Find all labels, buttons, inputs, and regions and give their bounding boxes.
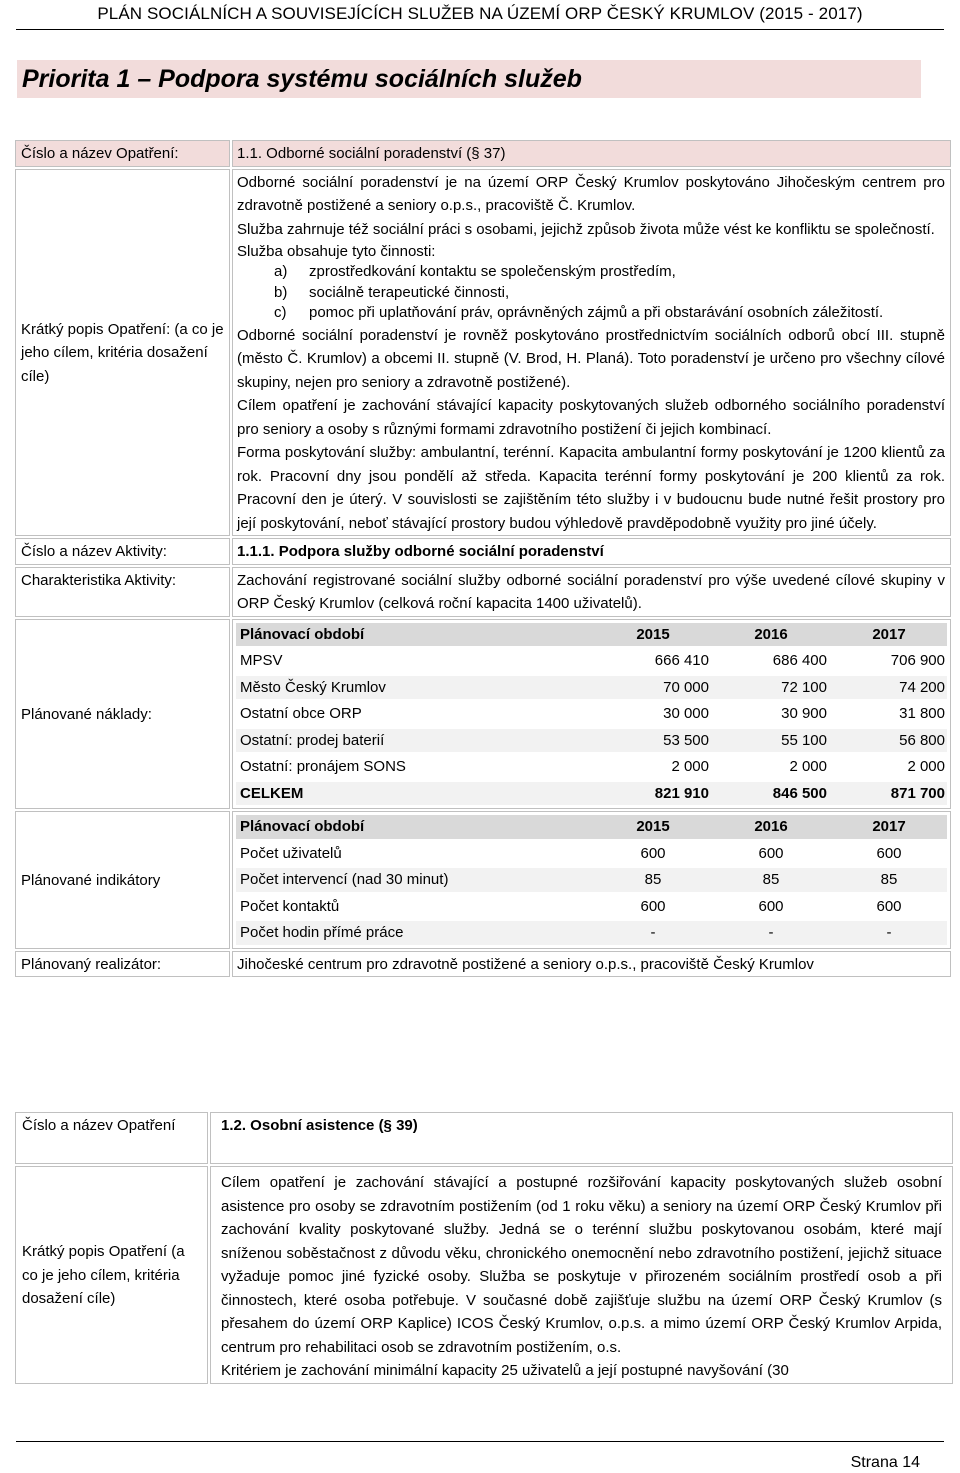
planned-realizer-row xyxy=(15,951,951,978)
table-cell: 821 910 xyxy=(593,782,711,806)
table-cell: Ostatní: prodej baterií xyxy=(236,729,593,753)
table-cell: 2 000 xyxy=(907,758,945,775)
costs-header-cell: Plánovací období xyxy=(236,623,593,647)
table-cell: 30 900 xyxy=(781,705,827,722)
measure-table-1 xyxy=(13,138,953,979)
table-cell: 55 100 xyxy=(711,729,829,753)
table-cell: 53 500 xyxy=(593,729,711,753)
table-row xyxy=(236,729,947,753)
desc-paragraph: Služba obsahuje tyto činnosti: xyxy=(237,243,436,260)
table-cell: Počet intervencí (nad 30 minut) xyxy=(236,868,593,892)
table-cell: 600 xyxy=(758,844,784,862)
indicators-header-cell: Plánovací období xyxy=(236,815,593,839)
label-activity-characteristic: Charakteristika Aktivity: xyxy=(15,567,230,617)
table-cell: Město Český Krumlov xyxy=(236,676,593,700)
table-cell: 31 800 xyxy=(899,705,945,722)
desc-paragraph: Kritériem je zachování minimální kapacity 25 uživatelů a její postupné navyšování (30 xyxy=(221,1362,789,1379)
table-row xyxy=(236,921,947,945)
list-item xyxy=(274,262,945,283)
costs-header-cell: 2015 xyxy=(593,623,711,647)
table-cell: 686 400 xyxy=(772,652,827,669)
table-cell: 30 000 xyxy=(663,705,709,722)
table-cell: Počet kontaktů xyxy=(240,897,340,915)
table-row xyxy=(236,676,947,700)
desc-paragraph: Odborné sociální poradenství je na území ORP Český Krumlov poskytováno Jihočeským centrem pro zdravotně postižené a seniory o.p.s., pracoviště Č. Krumlov. xyxy=(237,173,945,214)
table-cell: - xyxy=(829,921,947,945)
footer-rule xyxy=(16,1441,944,1442)
activity-characteristic-row xyxy=(15,567,951,617)
indicators-header-cell: 2017 xyxy=(829,815,947,839)
measure-number-row xyxy=(15,1112,953,1164)
measure-description-row xyxy=(15,169,951,537)
table-cell: Počet uživatelů xyxy=(240,844,342,862)
list-text: sociálně terapeutické činnosti, xyxy=(309,283,510,301)
table-row xyxy=(236,649,947,673)
activities-list xyxy=(274,262,945,324)
measure-description xyxy=(232,169,951,537)
table-cell: 600 xyxy=(758,897,784,915)
table-cell: 85 xyxy=(593,868,711,892)
label-planned-costs: Plánované náklady: xyxy=(15,619,230,810)
measure-number-row xyxy=(15,140,951,167)
label-measure-description xyxy=(15,169,230,537)
table-cell: 666 410 xyxy=(654,652,709,669)
table-cell: 706 900 xyxy=(890,652,945,669)
label-activity-number: Číslo a název Aktivity: xyxy=(15,538,230,565)
table-cell: 74 200 xyxy=(829,676,947,700)
table-cell: Ostatní: pronájem SONS xyxy=(240,758,406,775)
table-cell: 871 700 xyxy=(829,782,947,806)
table-cell: - xyxy=(711,921,829,945)
label-measure-description: Krátký popis Opatření (a co je jeho cílem, kritéria dosažení cíle) xyxy=(15,1166,208,1384)
indicators-header-cell: 2015 xyxy=(593,815,711,839)
costs-header-cell: 2016 xyxy=(711,623,829,647)
costs-header-cell: 2017 xyxy=(829,623,947,647)
table-cell: 2 000 xyxy=(789,758,827,775)
list-item xyxy=(274,303,945,324)
planned-costs xyxy=(232,619,951,810)
label-planned-indicators: Plánované indikátory xyxy=(15,811,230,949)
table-cell: 85 xyxy=(711,868,829,892)
list-marker: b) xyxy=(274,283,288,301)
label-planned-realizer: Plánovaný realizátor: xyxy=(15,951,230,978)
table-row xyxy=(236,755,947,779)
desc-paragraph: Cílem opatření je zachování stávající kapacity poskytovaných služeb odborného sociálního poradenství pro seniory a osoby s různými formami zdravotního postižení či jejich kombinací. xyxy=(237,397,945,438)
list-text: pomoc při uplatňování práv, oprávněných zájmů a při obstarávání osobních záležitostí. xyxy=(309,304,884,321)
table-cell: MPSV xyxy=(240,652,283,669)
table-cell: 846 500 xyxy=(711,782,829,806)
table-row xyxy=(236,895,947,919)
table-cell: 600 xyxy=(640,897,666,915)
table-cell: 72 100 xyxy=(711,676,829,700)
label-measure-description-text: Krátký popis Opatření: (a co je jeho cílem, kritéria dosažení cíle) xyxy=(21,320,224,385)
measure-description-row xyxy=(15,1166,953,1384)
list-item xyxy=(274,283,945,304)
table-cell: 56 800 xyxy=(829,729,947,753)
costs-header-row xyxy=(236,623,947,647)
list-marker: a) xyxy=(274,263,288,280)
table-cell: CELKEM xyxy=(236,782,593,806)
activity-title: 1.1.1. Podpora služby odborné sociální poradenství xyxy=(232,538,951,565)
document-header: PLÁN SOCIÁLNÍCH A SOUVISEJÍCÍCH SLUŽEB NA ÚZEMÍ ORP ČESKÝ KRUMLOV (2015 - 2017) xyxy=(97,4,863,23)
planned-costs-row xyxy=(15,619,951,810)
desc-paragraph: Forma poskytování služby: ambulantní, terénní. Kapacita ambulantní formy poskytování je 1200 klientů za rok. Pracovní dny jsou pondělí až středa. Kapacita terénní formy poskytování je 200 klientů za rok. Pracovní den je úterý. V souvislosti se zajištěním této služby i v budoucnu bude nutné řešit prostory pro její poskytování, neboť stávající prostory budou výhledově pravděpodobně využity pro jiné účely. xyxy=(237,444,945,532)
table-cell: 600 xyxy=(876,897,902,915)
measure-description xyxy=(210,1166,953,1384)
table-row xyxy=(236,868,947,892)
costs-table xyxy=(236,620,947,809)
measure-number-title: 1.1. Odborné sociální poradenství (§ 37) xyxy=(232,140,951,167)
page-number: Strana 14 xyxy=(850,1454,920,1471)
table-cell: 600 xyxy=(640,844,666,862)
measure-number-title: 1.2. Osobní asistence (§ 39) xyxy=(210,1112,953,1164)
label-measure-number: Číslo a název Opatření xyxy=(15,1112,208,1164)
header-rule xyxy=(16,29,944,30)
costs-total-row xyxy=(236,782,947,806)
desc-paragraph: Odborné sociální poradenství je rovněž poskytováno prostřednictvím sociálních odborů obcí III. stupně (město Č. Krumlov) a obcemi II. stupně (V. Brod, H. Planá). Toto poradenství je určeno pro všechny cílové skupiny, nejen pro seniory a zdravotně postižené). xyxy=(237,326,945,391)
table-cell: Počet hodin přímé práce xyxy=(236,921,593,945)
table-cell: 2 000 xyxy=(671,758,709,775)
activity-number-row xyxy=(15,538,951,565)
table-cell: Ostatní obce ORP xyxy=(240,705,362,722)
table-cell: 70 000 xyxy=(593,676,711,700)
indicators-table xyxy=(236,812,947,948)
desc-paragraph: Služba zahrnuje též sociální práci s osobami, jejichž způsob života může vést ke konfliktu se společností. xyxy=(237,220,935,238)
indicators-header-row xyxy=(236,815,947,839)
activity-characteristic: Zachování registrované sociální služby odborné sociální poradenství pro výše uvedené cílové skupiny v ORP Český Krumlov (celková roční kapacita 1400 uživatelů). xyxy=(232,567,951,617)
table-row xyxy=(236,842,947,866)
table-row xyxy=(236,702,947,726)
table-cell: 600 xyxy=(876,844,902,862)
label-measure-number: Číslo a název Opatření: xyxy=(15,140,230,167)
planned-indicators-row xyxy=(15,811,951,949)
table-cell: - xyxy=(593,921,711,945)
planned-realizer: Jihočeské centrum pro zdravotně postižené a seniory o.p.s., pracoviště Český Krumlov xyxy=(232,951,951,978)
planned-indicators xyxy=(232,811,951,949)
list-text: zprostředkování kontaktu se společenským prostředím, xyxy=(309,263,676,280)
list-marker: c) xyxy=(274,304,287,321)
table-cell: 85 xyxy=(829,868,947,892)
priority-title: Priorita 1 – Podpora systému sociálních služeb xyxy=(17,60,921,98)
desc-paragraph: Cílem opatření je zachování stávající a postupné rozšiřování kapacity poskytovaných služeb osobní asistence pro osoby se zdravotním postižením (od 1 roku věku) a seniory na území ORP Český Krumlov při zachování kvality poskytované služby. Jedná se o terénní službu poskytovanou osobám, které mají sníženou soběstačnost z důvodu věku, chronického onemocnění nebo zdravotního postižení, jejichž situace vyžaduje pomoc jiné fyzické osoby. Služba se poskytuje v přirozeném sociálním prostředí osob a při činnostech, které osoba potřebuje. V současné době zajišťuje službu na území ORP Český Krumlov (s přesahem do území ORP Kaplice) ICOS Český Krumlov, o.p.s. a mimo území ORP Český Krumlov Arpida, centrum pro rehabilitaci osob se zdravotním postižením, o.s. xyxy=(221,1174,942,1356)
measure-table-2 xyxy=(13,1110,955,1386)
indicators-header-cell: 2016 xyxy=(711,815,829,839)
